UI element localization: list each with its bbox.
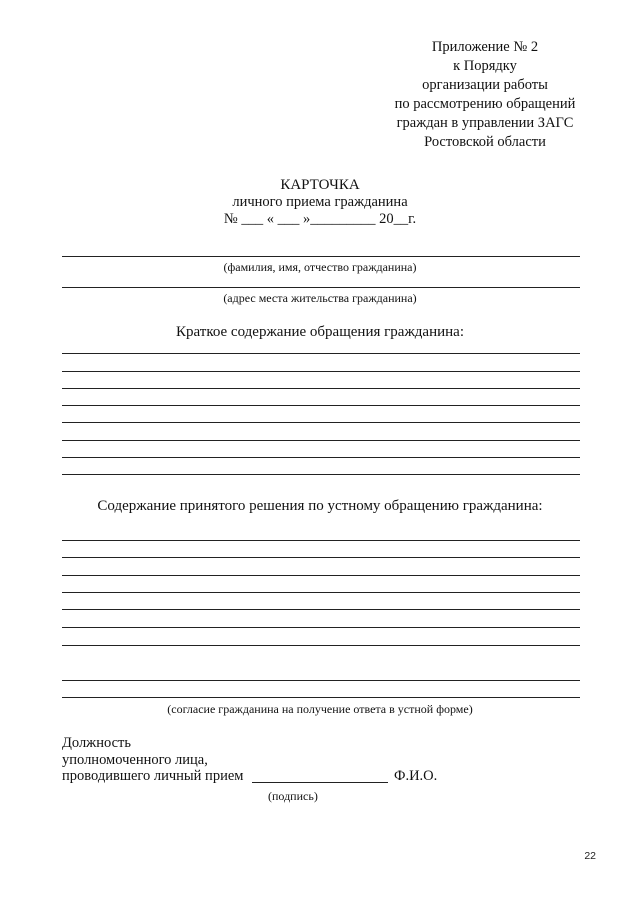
summary-line[interactable] — [62, 388, 580, 389]
summary-line[interactable] — [62, 440, 580, 441]
address-caption: (адрес места жительства гражданина) — [223, 291, 417, 305]
decision-line[interactable] — [62, 557, 580, 558]
card-title: КАРТОЧКА — [280, 177, 360, 193]
appendix-header — [380, 38, 590, 152]
fullname-caption: (фамилия, имя, отчество гражданина) — [223, 260, 417, 274]
decision-line[interactable] — [62, 575, 580, 576]
decision-heading: Содержание принятого решения по устному обращению гражданина: — [97, 498, 543, 514]
summary-line[interactable] — [62, 457, 580, 458]
summary-line[interactable] — [62, 371, 580, 372]
decision-line[interactable] — [62, 540, 580, 541]
appendix-line: Приложение № 2 — [431, 39, 539, 55]
appendix-line: организации работы — [422, 77, 548, 93]
card-subtitle: личного приема гражданина — [232, 194, 408, 210]
summary-heading: Краткое содержание обращения гражданина: — [175, 324, 465, 340]
summary-line[interactable] — [62, 422, 580, 423]
decision-line[interactable] — [62, 609, 580, 610]
signature-position: Должность — [62, 735, 131, 751]
signature-authorized: уполномоченного лица, — [62, 752, 208, 768]
summary-line[interactable] — [62, 353, 580, 354]
consent-caption: (согласие гражданина на получение ответа в устной форме) — [167, 702, 473, 716]
signature-caption: (подпись) — [268, 789, 318, 803]
summary-line[interactable] — [62, 405, 580, 406]
card-number-line: № ___ « ___ »_________ 20__г. — [223, 211, 417, 227]
page-number: 22 — [584, 850, 596, 862]
decision-line[interactable] — [62, 627, 580, 628]
address-line[interactable] — [62, 287, 580, 288]
appendix-line: к Порядку — [453, 58, 517, 74]
decision-line[interactable] — [62, 592, 580, 593]
consent-line[interactable] — [62, 697, 580, 698]
decision-line[interactable] — [62, 645, 580, 646]
appendix-line: по рассмотрению обращений — [394, 96, 576, 112]
appendix-line: граждан в управлении ЗАГС — [396, 115, 574, 131]
signature-line[interactable] — [252, 782, 388, 783]
summary-line[interactable] — [62, 474, 580, 475]
signature-fio: Ф.И.О. — [394, 768, 438, 784]
signature-conducted: проводившего личный прием — [62, 768, 244, 784]
fullname-line[interactable] — [62, 256, 580, 257]
appendix-line: Ростовской области — [424, 134, 546, 150]
decision-line[interactable] — [62, 680, 580, 681]
